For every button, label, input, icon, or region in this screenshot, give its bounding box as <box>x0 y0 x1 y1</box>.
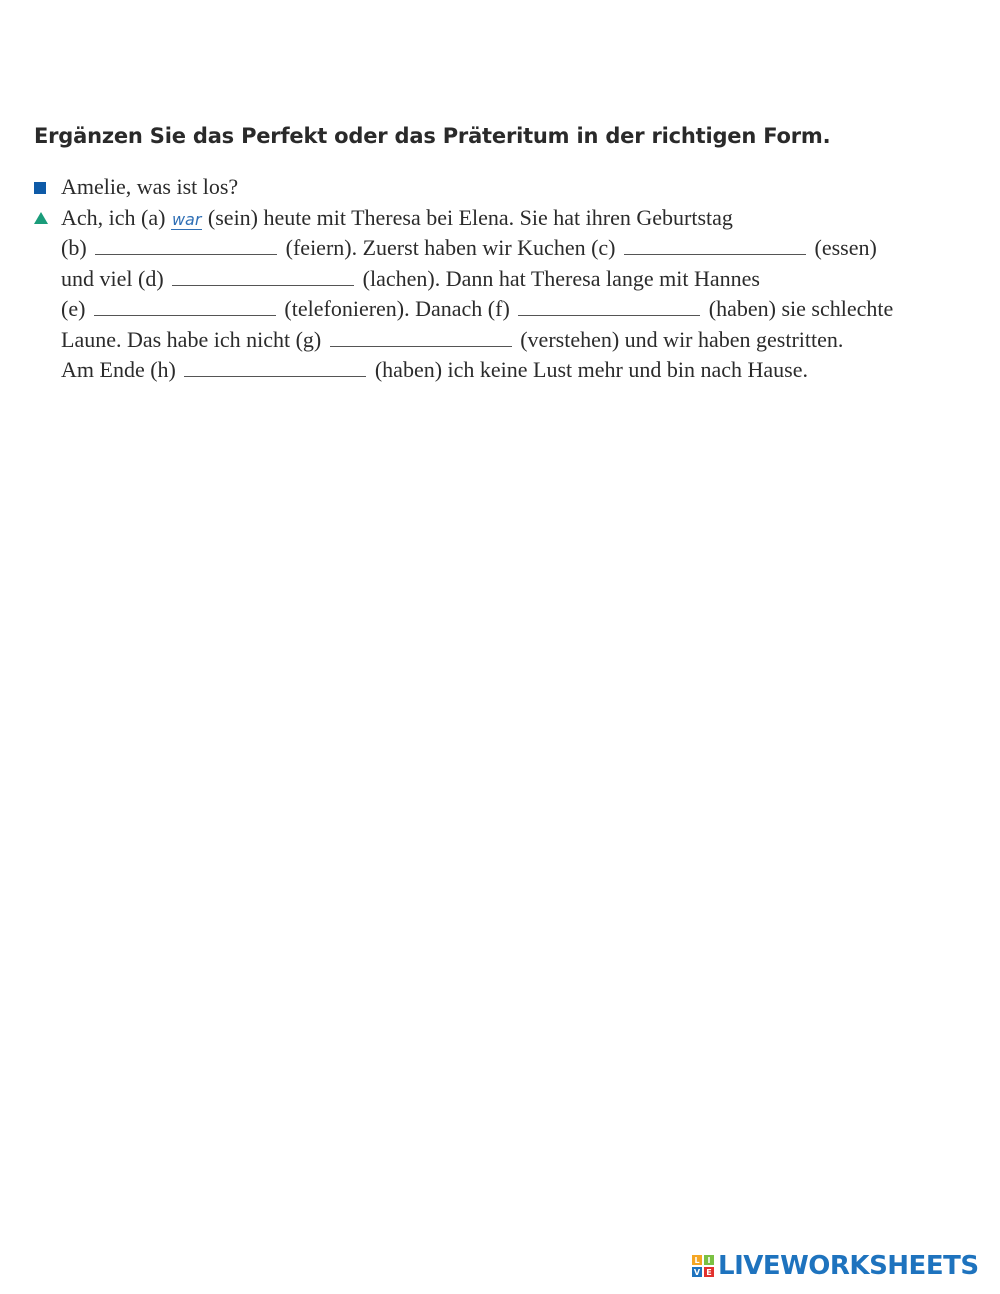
line-text: (haben) sie schlechte <box>703 296 894 321</box>
line-text: (sein) heute mit Theresa bei Elena. Sie hat ihren Geburtstag <box>202 205 733 230</box>
logo-letter: I <box>704 1255 714 1265</box>
blank-f-input[interactable] <box>518 295 700 316</box>
text-line-4 <box>61 295 893 323</box>
line-text: (verstehen) und wir haben gestritten. <box>514 327 844 352</box>
line-text: (b) <box>61 235 93 260</box>
line-text: (haben) ich keine Lust mehr und bin nach Hause. <box>369 357 808 382</box>
blank-b-input[interactable] <box>95 234 277 255</box>
line-text: Ach, ich (a) <box>61 205 171 230</box>
line-text: (essen) <box>809 235 877 260</box>
question-line <box>61 173 238 201</box>
logo-letter: E <box>704 1267 714 1277</box>
logo-grid-icon <box>692 1255 714 1277</box>
text-line-3 <box>61 265 760 293</box>
line-text: Am Ende (h) <box>61 357 182 382</box>
liveworksheets-logo <box>692 1251 979 1281</box>
logo-text: LIVEWORKSHEETS <box>718 1251 979 1281</box>
blank-c-input[interactable] <box>624 234 806 255</box>
logo-letter: V <box>693 1267 701 1277</box>
line-text: Laune. Das habe ich nicht (g) <box>61 327 327 352</box>
text-line-5 <box>61 326 843 354</box>
line-text: (feiern). Zuerst haben wir Kuchen (c) <box>280 235 621 260</box>
blank-h-input[interactable] <box>184 356 366 377</box>
question-text: Amelie, was ist los? <box>61 174 239 199</box>
blank-e-input[interactable] <box>94 295 276 316</box>
logo-letter: L <box>692 1255 702 1265</box>
text-line-6 <box>61 356 808 384</box>
line-text: (e) <box>61 296 91 321</box>
text-line-1 <box>61 204 733 234</box>
exercise-title: Ergänzen Sie das Perfekt oder das Präteritum in der richtigen Form. <box>34 124 831 148</box>
speaker-a-square-icon <box>34 182 46 194</box>
example-answer: war <box>171 210 202 229</box>
blank-d-input[interactable] <box>172 265 354 286</box>
text-line-2 <box>61 234 877 262</box>
blank-g-input[interactable] <box>330 326 512 347</box>
line-text: (telefonieren). Danach (f) <box>278 296 516 321</box>
speaker-b-triangle-icon <box>34 212 48 224</box>
line-text: und viel (d) <box>61 266 170 291</box>
line-text: (lachen). Dann hat Theresa lange mit Hannes <box>357 266 760 291</box>
